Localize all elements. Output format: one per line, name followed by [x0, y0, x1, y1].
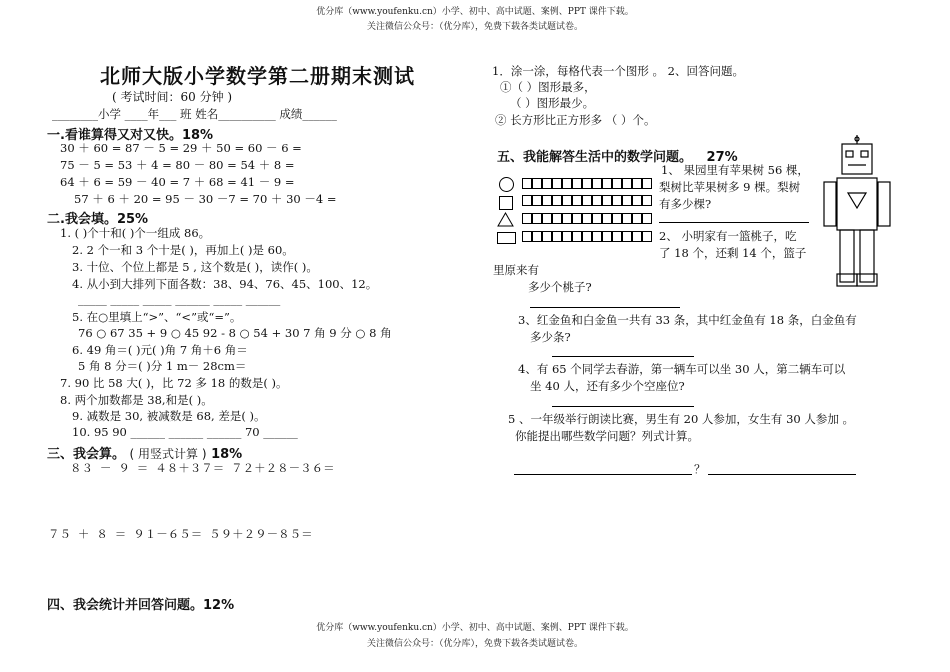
section5-title: 五、我能解答生活中的数学问题。	[497, 150, 693, 165]
tally-cell-rectangle[interactable]	[592, 231, 602, 242]
problem5-question-mark: ？	[694, 462, 706, 476]
tally-cell-circle[interactable]	[622, 178, 632, 189]
tally-cell-rectangle[interactable]	[642, 231, 652, 242]
square-icon	[499, 196, 513, 210]
tally-cell-rectangle[interactable]	[632, 231, 642, 242]
tally-cell-circle[interactable]	[532, 178, 542, 189]
q1-most: ①（ ）图形最多，	[500, 80, 596, 94]
section5-percent: 27%	[706, 150, 738, 165]
problem3-line1: 3、红金鱼和白金鱼一共有 33 条，其中红金鱼有 18 条，白金鱼有	[518, 313, 857, 327]
tally-cell-triangle[interactable]	[632, 213, 642, 224]
triangle-icon	[497, 212, 514, 227]
calc-row-1: 30 ＋ 60 = 87 － 5 = 29 ＋ 50 = 60 － 6 =	[60, 141, 302, 155]
tally-cell-square[interactable]	[532, 195, 542, 206]
tally-cell-rectangle[interactable]	[532, 231, 542, 242]
problem1-line3: 有多少棵?	[659, 197, 712, 211]
tally-cell-circle[interactable]	[552, 178, 562, 189]
section1-heading: 一.看谁算得又对又快。18%	[47, 128, 214, 143]
problem1-answer-line[interactable]	[659, 222, 809, 223]
tally-cell-square[interactable]	[572, 195, 582, 206]
problem5-line1: 5 、一年级举行朗读比赛，男生有 20 人参加，女生有 30 人参加 。	[508, 412, 855, 426]
section3-percent: 18%	[211, 447, 243, 462]
tally-cell-square[interactable]	[642, 195, 652, 206]
tally-cell-square[interactable]	[542, 195, 552, 206]
tally-cell-rectangle[interactable]	[572, 231, 582, 242]
tally-cell-rectangle[interactable]	[582, 231, 592, 242]
vertical-calc-row-2: ７５ ＋ ８ ＝ ９１－６５＝ ５９＋２９－８５＝	[48, 527, 313, 541]
tally-cell-triangle[interactable]	[552, 213, 562, 224]
problem5-question-line[interactable]	[514, 474, 692, 475]
problem2-answer-line[interactable]	[530, 307, 680, 308]
problem1-line1: 1、 果园里有苹果树 56 棵，	[661, 163, 809, 177]
tally-cell-circle[interactable]	[522, 178, 532, 189]
tally-cell-rectangle[interactable]	[552, 231, 562, 242]
tally-cell-triangle[interactable]	[602, 213, 612, 224]
circle-icon	[499, 177, 514, 192]
tally-cell-circle[interactable]	[592, 178, 602, 189]
tally-cell-circle[interactable]	[572, 178, 582, 189]
problem4-line1: 4、有 65 个同学去春游，第一辆车可以坐 30 人，第二辆车可以	[518, 362, 846, 376]
fill-item-4-blanks: _____ _____ _____ ______ _____ ______	[78, 292, 281, 306]
robot-shapes-figure	[820, 134, 898, 288]
fill-item-6b: 5 角 8 分＝( )分 1 m－ 28cm＝	[78, 359, 247, 373]
problem5-line2: 你能提出哪些数学问题？列式计算。	[515, 429, 699, 443]
tally-cell-triangle[interactable]	[562, 213, 572, 224]
tally-cell-square[interactable]	[552, 195, 562, 206]
section3-note: ( 用竖式计算 )	[129, 447, 207, 461]
tally-cell-square[interactable]	[632, 195, 642, 206]
tally-cell-circle[interactable]	[562, 178, 572, 189]
fill-item-10: 10. 95 90 ______ ______ ______ 70 ______	[72, 425, 298, 439]
tally-cell-square[interactable]	[582, 195, 592, 206]
tally-cell-circle[interactable]	[542, 178, 552, 189]
section4-heading: 四、我会统计并回答问题。12%	[47, 598, 235, 613]
tally-cell-rectangle[interactable]	[612, 231, 622, 242]
tally-cell-circle[interactable]	[602, 178, 612, 189]
fill-item-5-compare: 76 ○ 67 35 + 9 ○ 45 92 - 8 ○ 54 + 30 7 角 9 分 ○ 8 角	[78, 326, 392, 340]
tally-cell-square[interactable]	[622, 195, 632, 206]
fill-item-9: 9. 减数是 30, 被减数是 68, 差是( )。	[72, 409, 266, 423]
fill-item-7: 7. 90 比 58 大( )，比 72 多 18 的数是( )。	[60, 376, 288, 390]
tally-cell-square[interactable]	[592, 195, 602, 206]
fill-item-5: 5. 在○里填上“>”、“<”或“=”。	[72, 310, 242, 324]
page-title: 北师大版小学数学第二册期末测试	[100, 64, 415, 88]
fill-item-4: 4. 从小到大排列下面各数：38、94、76、45、100、12。	[72, 277, 378, 291]
tally-cell-circle[interactable]	[612, 178, 622, 189]
tally-cell-square[interactable]	[522, 195, 532, 206]
header-line-1: 优分库（www.youfenku.cn）小学、初中、高中试题、案例、PPT 课件下载。	[316, 7, 634, 17]
tally-cell-triangle[interactable]	[592, 213, 602, 224]
section2-heading: 二.我会填。25%	[47, 212, 149, 227]
exam-time: ( 考试时间：60 分钟 )	[112, 90, 233, 104]
tally-cell-circle[interactable]	[642, 178, 652, 189]
problem2-line4: 多少个桃子?	[528, 280, 592, 294]
problem3-answer-line[interactable]	[552, 356, 694, 357]
header-line-2: 关注微信公众号：（优分库），免费下载各类试题试卷。	[366, 22, 583, 32]
problem4-line2: 坐 40 人，还有多少个空座位?	[530, 379, 685, 393]
tally-cell-rectangle[interactable]	[522, 231, 532, 242]
section3-title: 三、我会算。	[47, 447, 126, 462]
tally-cell-rectangle[interactable]	[542, 231, 552, 242]
fill-item-1: 1. ( )个十和( )个一组成 86。	[60, 226, 211, 240]
problem1-line2: 梨树比苹果树多 9 棵。梨树	[659, 180, 801, 194]
problem5-answer-line[interactable]	[708, 474, 856, 475]
q1-compare: ② 长方形比正方形多 （ ）个。	[495, 113, 656, 127]
calc-row-3: 64 ＋ 6 = 59 － 40 = 7 ＋ 68 = 41 － 9 =	[60, 175, 295, 189]
tally-cell-triangle[interactable]	[622, 213, 632, 224]
tally-cell-triangle[interactable]	[612, 213, 622, 224]
calc-row-4: 57 ＋ 6 ＋ 20 = 95 － 30 －7 = 70 ＋ 30 －4 =	[74, 192, 337, 206]
student-info-line: ________小学 ____年___ 班 姓名__________ 成绩______	[52, 107, 337, 121]
problem4-answer-line[interactable]	[552, 406, 694, 407]
tally-cell-triangle[interactable]	[532, 213, 542, 224]
tally-cell-rectangle[interactable]	[622, 231, 632, 242]
footer-line-1: 优分库（www.youfenku.cn）小学、初中、高中试题、案例、PPT 课件下载。	[316, 623, 634, 633]
fill-item-8: 8. 两个加数都是 38,和是( )。	[60, 393, 213, 407]
tally-cell-circle[interactable]	[632, 178, 642, 189]
tally-cell-triangle[interactable]	[642, 213, 652, 224]
q1-least: （ ）图形最少。	[510, 96, 595, 110]
problem2-line3: 里原来有	[493, 263, 539, 277]
tally-cell-square[interactable]	[562, 195, 572, 206]
problem2-line2: 了 18 个，还剩 14 个，篮子	[659, 246, 807, 260]
q1-text: 1．涂一涂，每格代表一个图形 。 2、回答问题。	[492, 64, 744, 78]
footer-line-2: 关注微信公众号：（优分库），免费下载各类试题试卷。	[366, 639, 583, 649]
tally-cell-circle[interactable]	[582, 178, 592, 189]
tally-cell-triangle[interactable]	[542, 213, 552, 224]
calc-row-2: 75 － 5 = 53 ＋ 4 = 80 － 80 = 54 ＋ 8 =	[60, 158, 295, 172]
rectangle-icon	[497, 232, 516, 244]
tally-cell-square[interactable]	[602, 195, 612, 206]
problem3-line2: 多少条?	[530, 330, 571, 344]
tally-cell-rectangle[interactable]	[562, 231, 572, 242]
tally-cell-triangle[interactable]	[572, 213, 582, 224]
tally-cell-triangle[interactable]	[522, 213, 532, 224]
vertical-calc-row-1: ８３ － ９ ＝ ４８＋３７＝ ７２＋２８－３６＝	[70, 461, 335, 475]
fill-item-6: 6. 49 角＝( )元( )角 7 角＋6 角＝	[72, 343, 248, 357]
tally-cell-triangle[interactable]	[582, 213, 592, 224]
fill-item-2: 2. 2 个一和 3 个十是( )，再加上( )是 60。	[72, 243, 294, 257]
problem2-line1: 2、 小明家有一篮桃子，吃	[659, 229, 797, 243]
fill-item-3: 3. 十位、个位上都是 5 , 这个数是( )，读作( )。	[72, 260, 318, 274]
tally-cell-rectangle[interactable]	[602, 231, 612, 242]
tally-cell-square[interactable]	[612, 195, 622, 206]
